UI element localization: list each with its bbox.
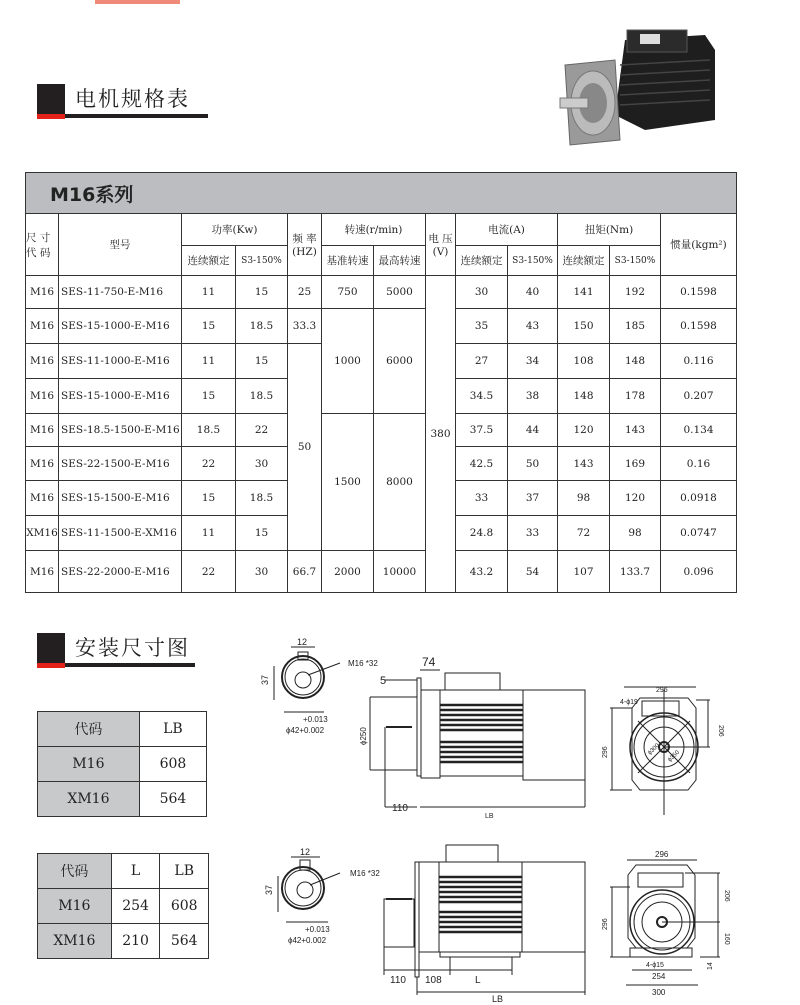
cell-power-s3: 18.5 [236,481,288,516]
pcd1-label: ϕ300 [647,742,661,757]
motor-photo [555,20,725,160]
header-max-speed: 最高转速 [374,246,426,276]
cell-torque-s3: 178 [610,379,661,414]
header-torque-continuous: 连续额定 [558,246,610,276]
cell-power-s3: 15 [236,344,288,379]
cell-torque-s3: 185 [610,309,661,344]
key-width-label: 12 [297,637,308,647]
face-height-label: 296 [602,746,609,758]
cell-torque-s3: 98 [610,516,661,551]
cell-max-speed: 6000 [374,309,426,414]
shaft-diameter-label: ϕ42+0.002 [288,936,327,945]
table-row [26,414,737,447]
cell-torque-s3: 169 [610,447,661,481]
header-model: 型号 [59,214,182,276]
header-cell: 代码 [38,854,112,889]
pcd2-label: ϕ350 [667,749,681,764]
cell-size-code: M16 [26,414,59,447]
header-power-s3: S3-150% [236,246,288,276]
shaft-diameter-label: ϕ42+0.002 [286,726,325,735]
hole-label: 4-ϕ19 [620,699,638,706]
cell-model: SES-22-1500-E-M16 [59,447,182,481]
cell-current-continuous: 33 [456,481,508,516]
cell-power-s3: 15 [236,516,288,551]
table-cell: 254 [111,889,160,924]
cell-frequency: 50 [288,344,322,551]
foot-offset-label: 108 [425,975,442,986]
header-cell: LB [139,712,206,747]
cell-base-speed: 1500 [322,414,374,551]
spigot-diameter-label: ϕ250 [359,727,368,745]
header-power-continuous: 连续额定 [182,246,236,276]
key-width-label: 12 [300,847,311,857]
cell-model: SES-18.5-1500-E-M16 [59,414,182,447]
cell-frequency: 25 [288,276,322,309]
cell-torque-continuous: 141 [558,276,610,309]
header-speed: 转速(r/min) [322,214,426,246]
cell-current-s3: 38 [508,379,558,414]
cell-current-continuous: 43.2 [456,551,508,593]
header-size-code: 尺 寸 代 码 [26,214,59,276]
cell-current-continuous: 42.5 [456,447,508,481]
dimension-table-1 [37,711,207,817]
lb-label: LB [492,994,504,1004]
shaft-length-label: 110 [390,975,406,986]
face-vertical-label: 206 [717,725,724,737]
header-torque-s3: S3-150% [610,246,661,276]
cell-power-s3: 18.5 [236,379,288,414]
cell-current-continuous: 37.5 [456,414,508,447]
cell-torque-continuous: 143 [558,447,610,481]
lb-label: LB [485,813,494,820]
cell-torque-s3: 192 [610,276,661,309]
table-row [38,924,209,959]
cell-model: SES-15-1500-E-M16 [59,481,182,516]
header-current-continuous: 连续额定 [456,246,508,276]
cell-size-code: M16 [26,309,59,344]
thread-label: M16 *32 [350,869,380,878]
table-header-row [38,712,207,747]
cell-base-speed: 2000 [322,551,374,593]
table-cell: 608 [139,747,206,782]
section-underline [65,114,208,118]
cell-max-speed: 8000 [374,414,426,551]
cell-power-s3: 22 [236,414,288,447]
shaft-height-label: 37 [260,674,270,685]
table-row [26,276,737,309]
cell-frequency: 33.3 [288,309,322,344]
cell-model: SES-22-2000-E-M16 [59,551,182,593]
cell-inertia: 0.1598 [661,309,737,344]
foot-width-label: 300 [652,988,666,997]
cell-max-speed: 5000 [374,276,426,309]
section-marker [37,84,65,119]
cell-power-continuous: 15 [182,379,236,414]
cell-current-s3: 33 [508,516,558,551]
foot-thickness-label: 14 [707,962,714,970]
table-row [26,551,737,593]
cell-current-s3: 40 [508,276,558,309]
cell-power-continuous: 11 [182,516,236,551]
cell-power-continuous: 11 [182,276,236,309]
cell-torque-continuous: 148 [558,379,610,414]
cell-torque-s3: 148 [610,344,661,379]
cell-current-continuous: 35 [456,309,508,344]
cell-current-s3: 34 [508,344,558,379]
cell-size-code: M16 [26,447,59,481]
cell-inertia: 0.116 [661,344,737,379]
cell-size-code: XM16 [26,516,59,551]
flange-thickness-label: 5 [380,675,387,687]
cell-torque-s3: 120 [610,481,661,516]
cell-power-continuous: 18.5 [182,414,236,447]
header-cell: 代码 [38,712,140,747]
cell-power-s3: 30 [236,551,288,593]
cell-current-continuous: 27 [456,344,508,379]
table-cell: M16 [38,747,140,782]
cell-size-code: M16 [26,551,59,593]
header-torque: 扭矩(Nm) [558,214,661,246]
thread-label: M16 *32 [348,659,378,668]
header-current: 电流(A) [456,214,558,246]
cell-power-s3: 15 [236,276,288,309]
cell-current-s3: 44 [508,414,558,447]
cell-inertia: 0.0747 [661,516,737,551]
tolerance-label: +0.013 [303,715,328,724]
cell-model: SES-11-1000-E-M16 [59,344,182,379]
header-frequency: 频 率 (HZ) [288,214,322,276]
cell-current-continuous: 34.5 [456,379,508,414]
table-cell: XM16 [38,924,112,959]
cell-size-code: M16 [26,276,59,309]
table-row [38,782,207,817]
table-cell: 210 [111,924,160,959]
section-title-text: 电机规格表 [75,87,190,111]
cell-model: SES-11-750-E-M16 [59,276,182,309]
cell-size-code: M16 [26,379,59,414]
cell-current-continuous: 24.8 [456,516,508,551]
shaft-length-label: 110 [392,803,408,814]
cell-current-s3: 50 [508,447,558,481]
section-underline [65,663,195,667]
cell-inertia: 0.207 [661,379,737,414]
cell-power-continuous: 22 [182,551,236,593]
header-voltage: 电 压 (V) [426,214,456,276]
section-marker [37,633,65,668]
cell-inertia: 0.134 [661,414,737,447]
header-current-s3: S3-150% [508,246,558,276]
cell-model: SES-15-1000-E-M16 [59,309,182,344]
table-cell: XM16 [38,782,140,817]
cell-base-speed: 1000 [322,309,374,414]
table-header-row [38,854,209,889]
face-width-label: 296 [656,687,668,694]
cell-torque-continuous: 72 [558,516,610,551]
cell-power-s3: 18.5 [236,309,288,344]
face-vertical-label: 206 [723,890,730,902]
face-height-label: 296 [602,918,609,930]
cell-voltage: 380 [426,276,456,593]
cell-inertia: 0.096 [661,551,737,593]
spec-table [25,172,737,593]
shaft-height-label: 37 [264,884,274,895]
table-cell: 564 [139,782,206,817]
cell-size-code: M16 [26,481,59,516]
cell-model: SES-11-1500-E-XM16 [59,516,182,551]
cell-max-speed: 10000 [374,551,426,593]
cell-torque-continuous: 98 [558,481,610,516]
series-title: M16系列 [26,173,737,214]
cell-torque-continuous: 107 [558,551,610,593]
section-title-text: 安装尺寸图 [75,636,190,660]
table-row [38,747,207,782]
dimension-table-2 [37,853,209,959]
face-width-label: 296 [655,850,669,859]
header-power: 功率(Kw) [182,214,288,246]
flange-width-label: 74 [422,655,436,669]
cell-base-speed: 750 [322,276,374,309]
cell-torque-s3: 133.7 [610,551,661,593]
cell-power-continuous: 15 [182,309,236,344]
l-label: L [475,975,481,986]
cell-model: SES-15-1000-E-M16 [59,379,182,414]
cell-size-code: M16 [26,344,59,379]
cell-inertia: 0.1598 [661,276,737,309]
cell-power-continuous: 22 [182,447,236,481]
table-row [26,309,737,344]
drawing-flange-mount [260,630,740,820]
cell-torque-continuous: 108 [558,344,610,379]
cell-torque-s3: 143 [610,414,661,447]
cell-inertia: 0.0918 [661,481,737,516]
foot-span-label: 254 [652,972,666,981]
table-row [38,889,209,924]
table-cell: 608 [160,889,209,924]
header-base-speed: 基准转速 [322,246,374,276]
cell-current-s3: 37 [508,481,558,516]
header-cell: LB [160,854,209,889]
top-banner-fragment [95,0,180,4]
cell-current-s3: 54 [508,551,558,593]
center-height-label: 160 [723,933,730,945]
cell-torque-continuous: 120 [558,414,610,447]
table-cell: M16 [38,889,112,924]
cell-frequency: 66.7 [288,551,322,593]
tolerance-label: +0.013 [305,925,330,934]
drawing-foot-mount [260,840,740,1005]
cell-torque-continuous: 150 [558,309,610,344]
cell-power-continuous: 15 [182,481,236,516]
cell-power-s3: 30 [236,447,288,481]
table-cell: 564 [160,924,209,959]
cell-current-s3: 43 [508,309,558,344]
cell-inertia: 0.16 [661,447,737,481]
cell-power-continuous: 11 [182,344,236,379]
cell-current-continuous: 30 [456,276,508,309]
hole-label: 4-ϕ15 [646,962,664,969]
header-inertia: 惯量(kgm²) [661,214,737,276]
header-cell: L [111,854,160,889]
